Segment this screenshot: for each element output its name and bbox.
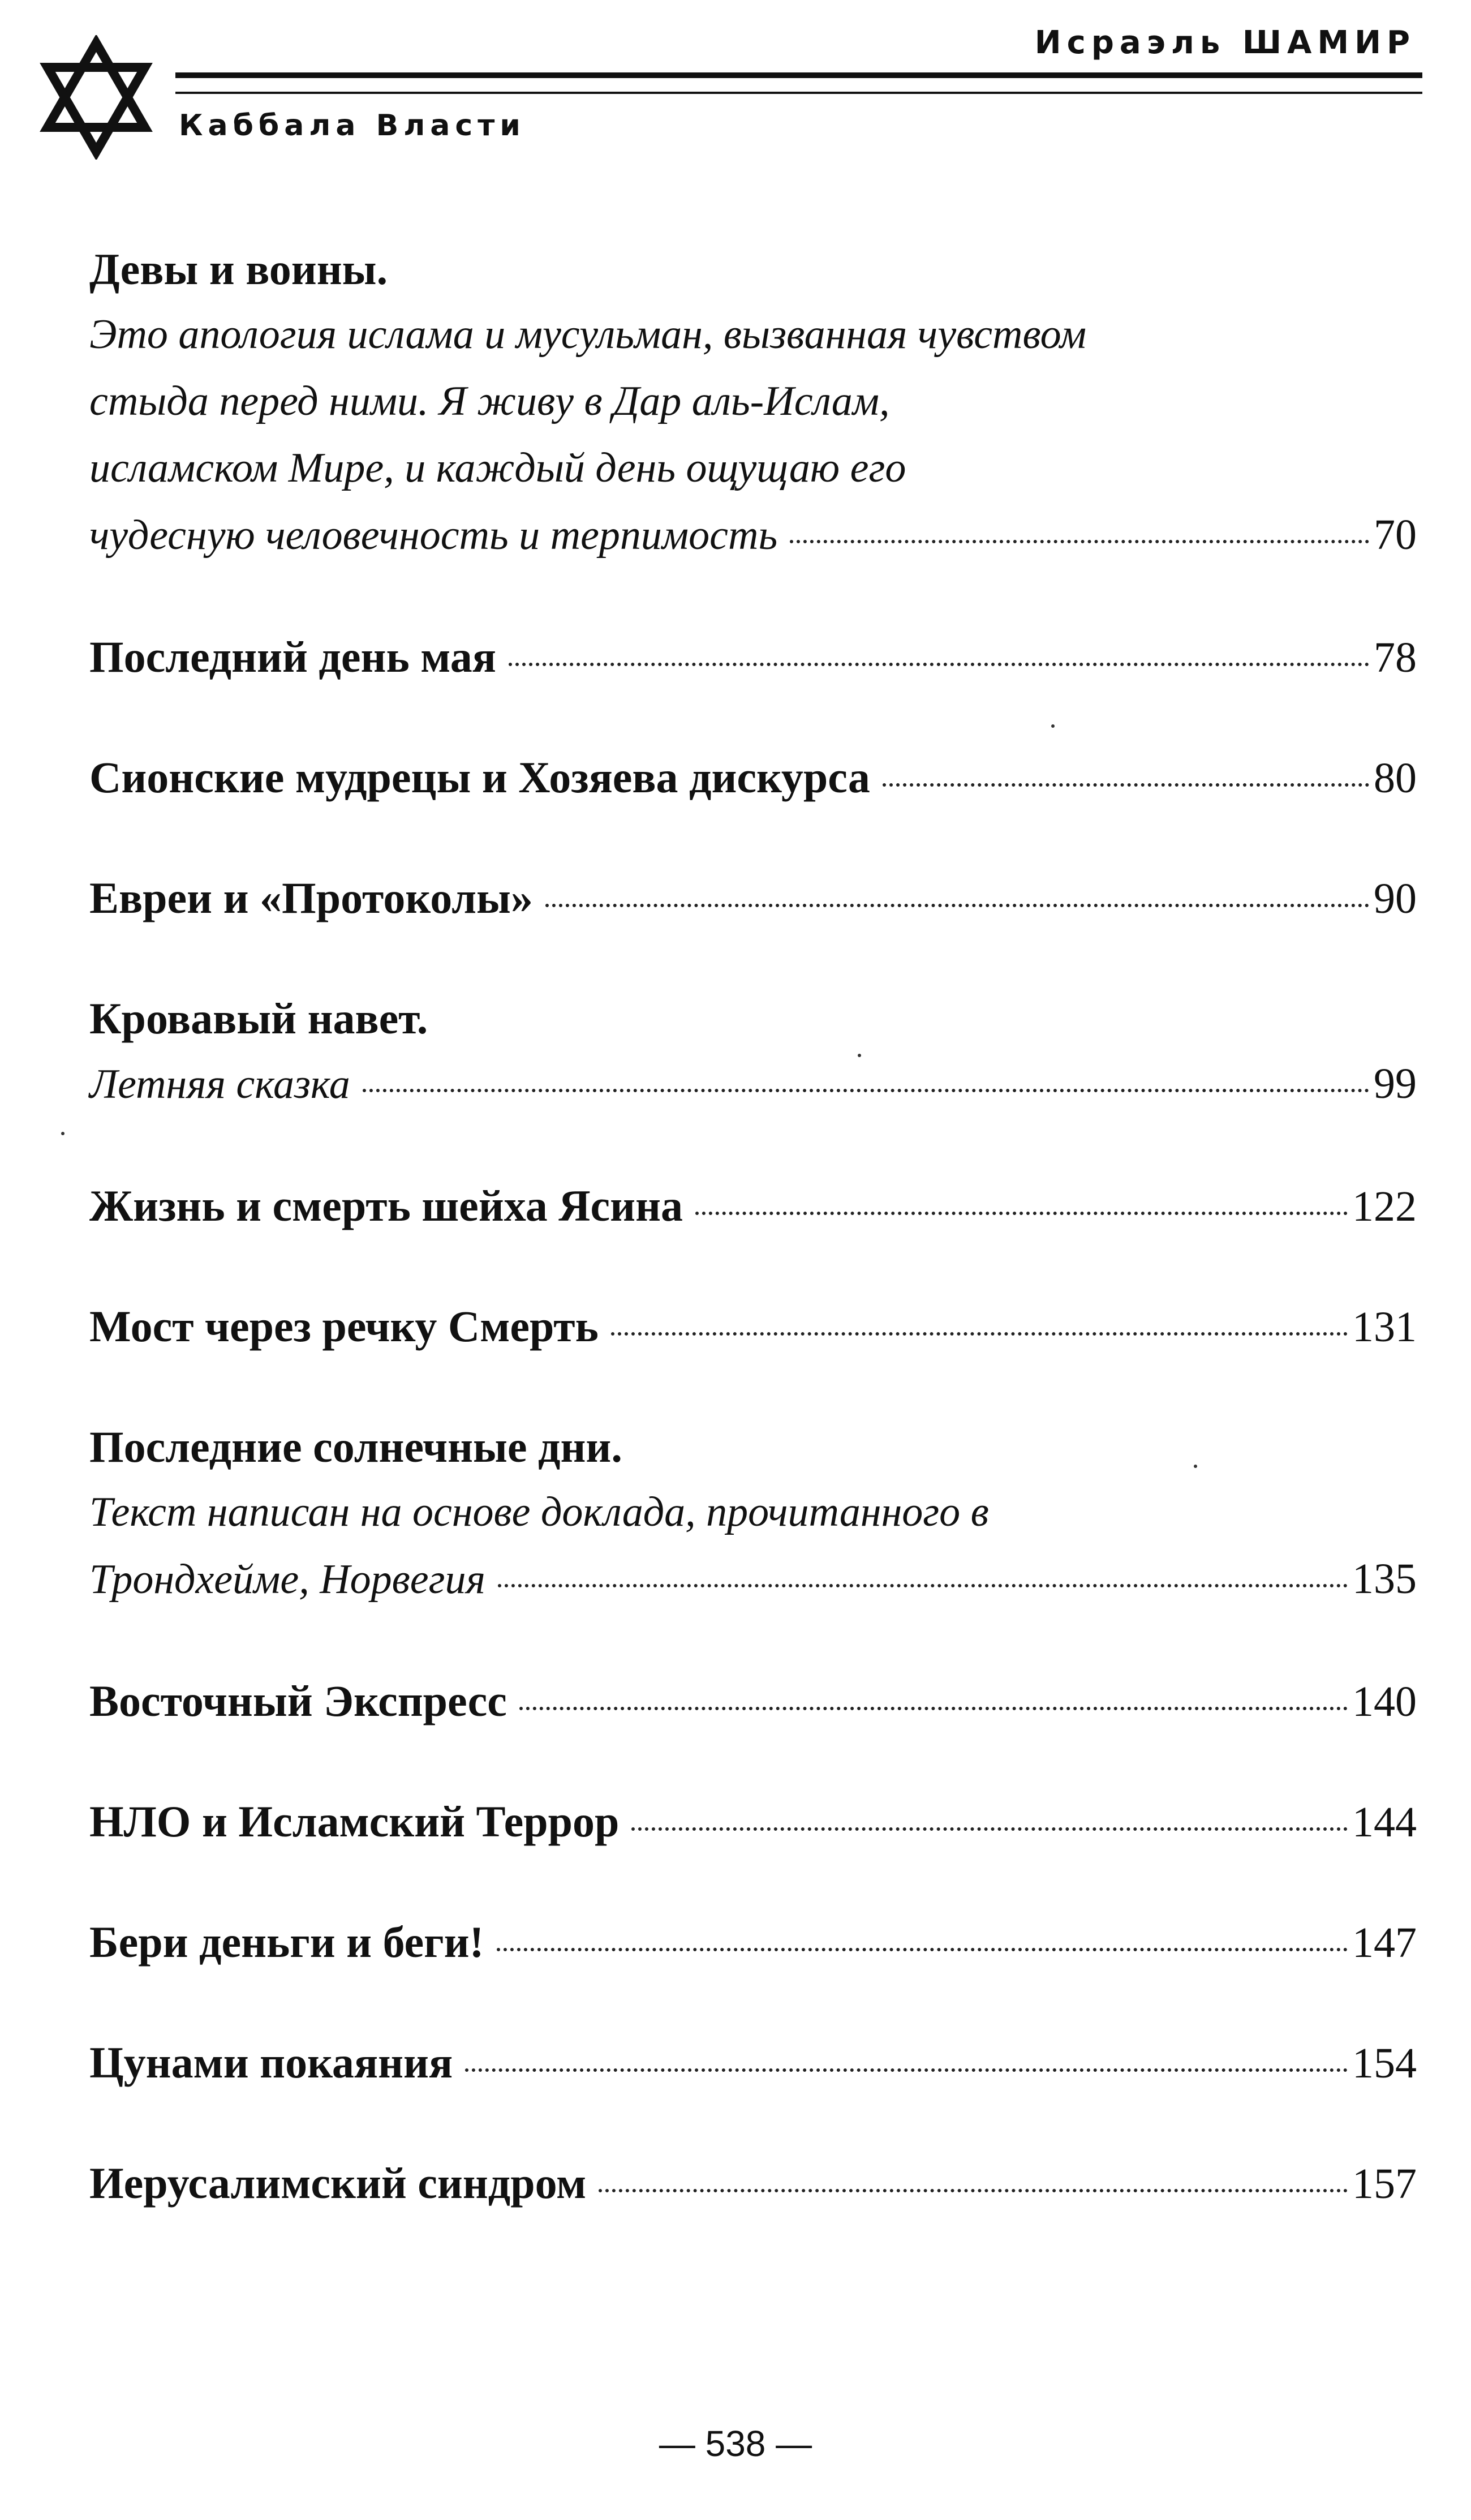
dot-leader bbox=[599, 2189, 1348, 2192]
dot-leader bbox=[631, 1827, 1348, 1831]
dot-leader bbox=[611, 1332, 1348, 1336]
dot-leader bbox=[695, 1212, 1348, 1215]
running-header-author: Исраэль ШАМИР bbox=[1034, 24, 1416, 61]
toc-entry-description-line: исламском Мире, и каждый день ощущаю его bbox=[89, 445, 906, 491]
scan-speck bbox=[858, 1054, 861, 1057]
toc-entry-line bbox=[89, 1295, 1417, 1359]
toc-entry-title: Евреи и «Протоколы» bbox=[89, 873, 533, 922]
toc-entry bbox=[89, 1669, 1417, 1733]
table-of-contents bbox=[89, 238, 1417, 2272]
toc-entry-last-line bbox=[89, 1050, 1417, 1118]
toc-entry-title: Восточный Экспресс bbox=[89, 1676, 507, 1725]
toc-entry bbox=[89, 625, 1417, 689]
page-number: — 538 — bbox=[659, 2423, 812, 2464]
toc-entry-page-number: 78 bbox=[1374, 634, 1417, 681]
toc-entry-title: Бери деньги и беги! bbox=[89, 1917, 484, 1967]
toc-entry-line bbox=[89, 625, 1417, 689]
toc-entry-page-number: 90 bbox=[1374, 875, 1417, 922]
toc-entry-title: Жизнь и смерть шейха Ясина bbox=[89, 1181, 683, 1230]
dot-leader bbox=[545, 904, 1369, 907]
toc-entry bbox=[89, 866, 1417, 930]
toc-entry-description-line: чудесную человечность и терпимость bbox=[89, 512, 778, 559]
dot-leader bbox=[883, 783, 1369, 787]
toc-entry-page-number: 144 bbox=[1352, 1798, 1417, 1846]
toc-entry-description-line: Летняя сказка bbox=[89, 1061, 350, 1107]
scan-speck bbox=[1051, 724, 1055, 728]
toc-entry bbox=[89, 1415, 1417, 1613]
toc-entry-description-line: стыда перед ними. Я живу в Дар аль-Ислам, bbox=[89, 378, 890, 424]
toc-entry-page-number: 157 bbox=[1352, 2160, 1417, 2208]
toc-entry-title: Последний день мая bbox=[89, 632, 496, 681]
scan-speck bbox=[61, 1132, 64, 1135]
scan-speck bbox=[1194, 1465, 1197, 1468]
toc-entry bbox=[89, 746, 1417, 810]
toc-entry-page-number: 80 bbox=[1374, 754, 1417, 802]
toc-entry-last-line bbox=[89, 1546, 1417, 1613]
toc-entry bbox=[89, 1911, 1417, 1974]
toc-entry-line bbox=[89, 1174, 1417, 1238]
toc-entry-title: НЛО и Исламский Террор bbox=[89, 1797, 620, 1846]
running-header-book-title: Каббала Власти bbox=[179, 109, 526, 143]
toc-entry-last-line bbox=[89, 501, 1417, 569]
toc-entry-title: Иерусалимский синдром bbox=[89, 2158, 587, 2208]
toc-entry bbox=[89, 1174, 1417, 1238]
toc-entry-page-number: 147 bbox=[1352, 1919, 1417, 1967]
toc-entry-line bbox=[89, 2152, 1417, 2216]
toc-entry-page-number: 135 bbox=[1352, 1555, 1417, 1603]
toc-entry-title: Девы и воины. bbox=[89, 244, 388, 294]
toc-entry-title: Кровавый навет. bbox=[89, 994, 428, 1043]
toc-entry bbox=[89, 1295, 1417, 1359]
toc-entry-line bbox=[89, 1790, 1417, 1854]
toc-entry-page-number: 154 bbox=[1352, 2040, 1417, 2087]
dot-leader bbox=[465, 2068, 1348, 2072]
toc-entry-page-number: 70 bbox=[1374, 511, 1417, 559]
toc-entry bbox=[89, 987, 1417, 1118]
toc-entry-description-line: Трондхейме, Норвегия bbox=[89, 1556, 485, 1603]
star-of-david-icon bbox=[40, 35, 153, 160]
toc-entry bbox=[89, 2152, 1417, 2216]
toc-entry bbox=[89, 238, 1417, 569]
toc-entry-line bbox=[89, 866, 1417, 930]
toc-entry-description-line: Текст написан на основе доклада, прочитанного в bbox=[89, 1489, 989, 1535]
toc-entry bbox=[89, 2031, 1417, 2095]
dot-leader bbox=[509, 663, 1369, 666]
toc-entry-title: Мост через речку Смерть bbox=[89, 1302, 599, 1351]
dot-leader bbox=[790, 540, 1369, 543]
toc-entry-page-number: 140 bbox=[1352, 1678, 1417, 1725]
dot-leader bbox=[519, 1707, 1348, 1710]
dot-leader bbox=[497, 1948, 1348, 1951]
toc-entry bbox=[89, 1790, 1417, 1854]
toc-entry-page-number: 122 bbox=[1352, 1183, 1417, 1230]
header-rule-thick bbox=[175, 72, 1422, 78]
toc-entry-title: Цунами покаяния bbox=[89, 2038, 453, 2087]
header-rule-thin bbox=[175, 92, 1422, 94]
toc-entry-line bbox=[89, 2031, 1417, 2095]
toc-entry-page-number: 131 bbox=[1352, 1303, 1417, 1351]
dot-leader bbox=[498, 1584, 1348, 1587]
toc-entry-line bbox=[89, 1911, 1417, 1974]
toc-entry-line bbox=[89, 1669, 1417, 1733]
toc-entry-line bbox=[89, 746, 1417, 810]
dot-leader bbox=[363, 1089, 1369, 1092]
toc-entry-title: Последние солнечные дни. bbox=[89, 1422, 622, 1471]
toc-entry-title: Сионские мудрецы и Хозяева дискурса bbox=[89, 753, 870, 802]
toc-entry-description-line: Это апология ислама и мусульман, вызванная чувством bbox=[89, 311, 1087, 358]
toc-entry-page-number: 99 bbox=[1374, 1060, 1417, 1107]
